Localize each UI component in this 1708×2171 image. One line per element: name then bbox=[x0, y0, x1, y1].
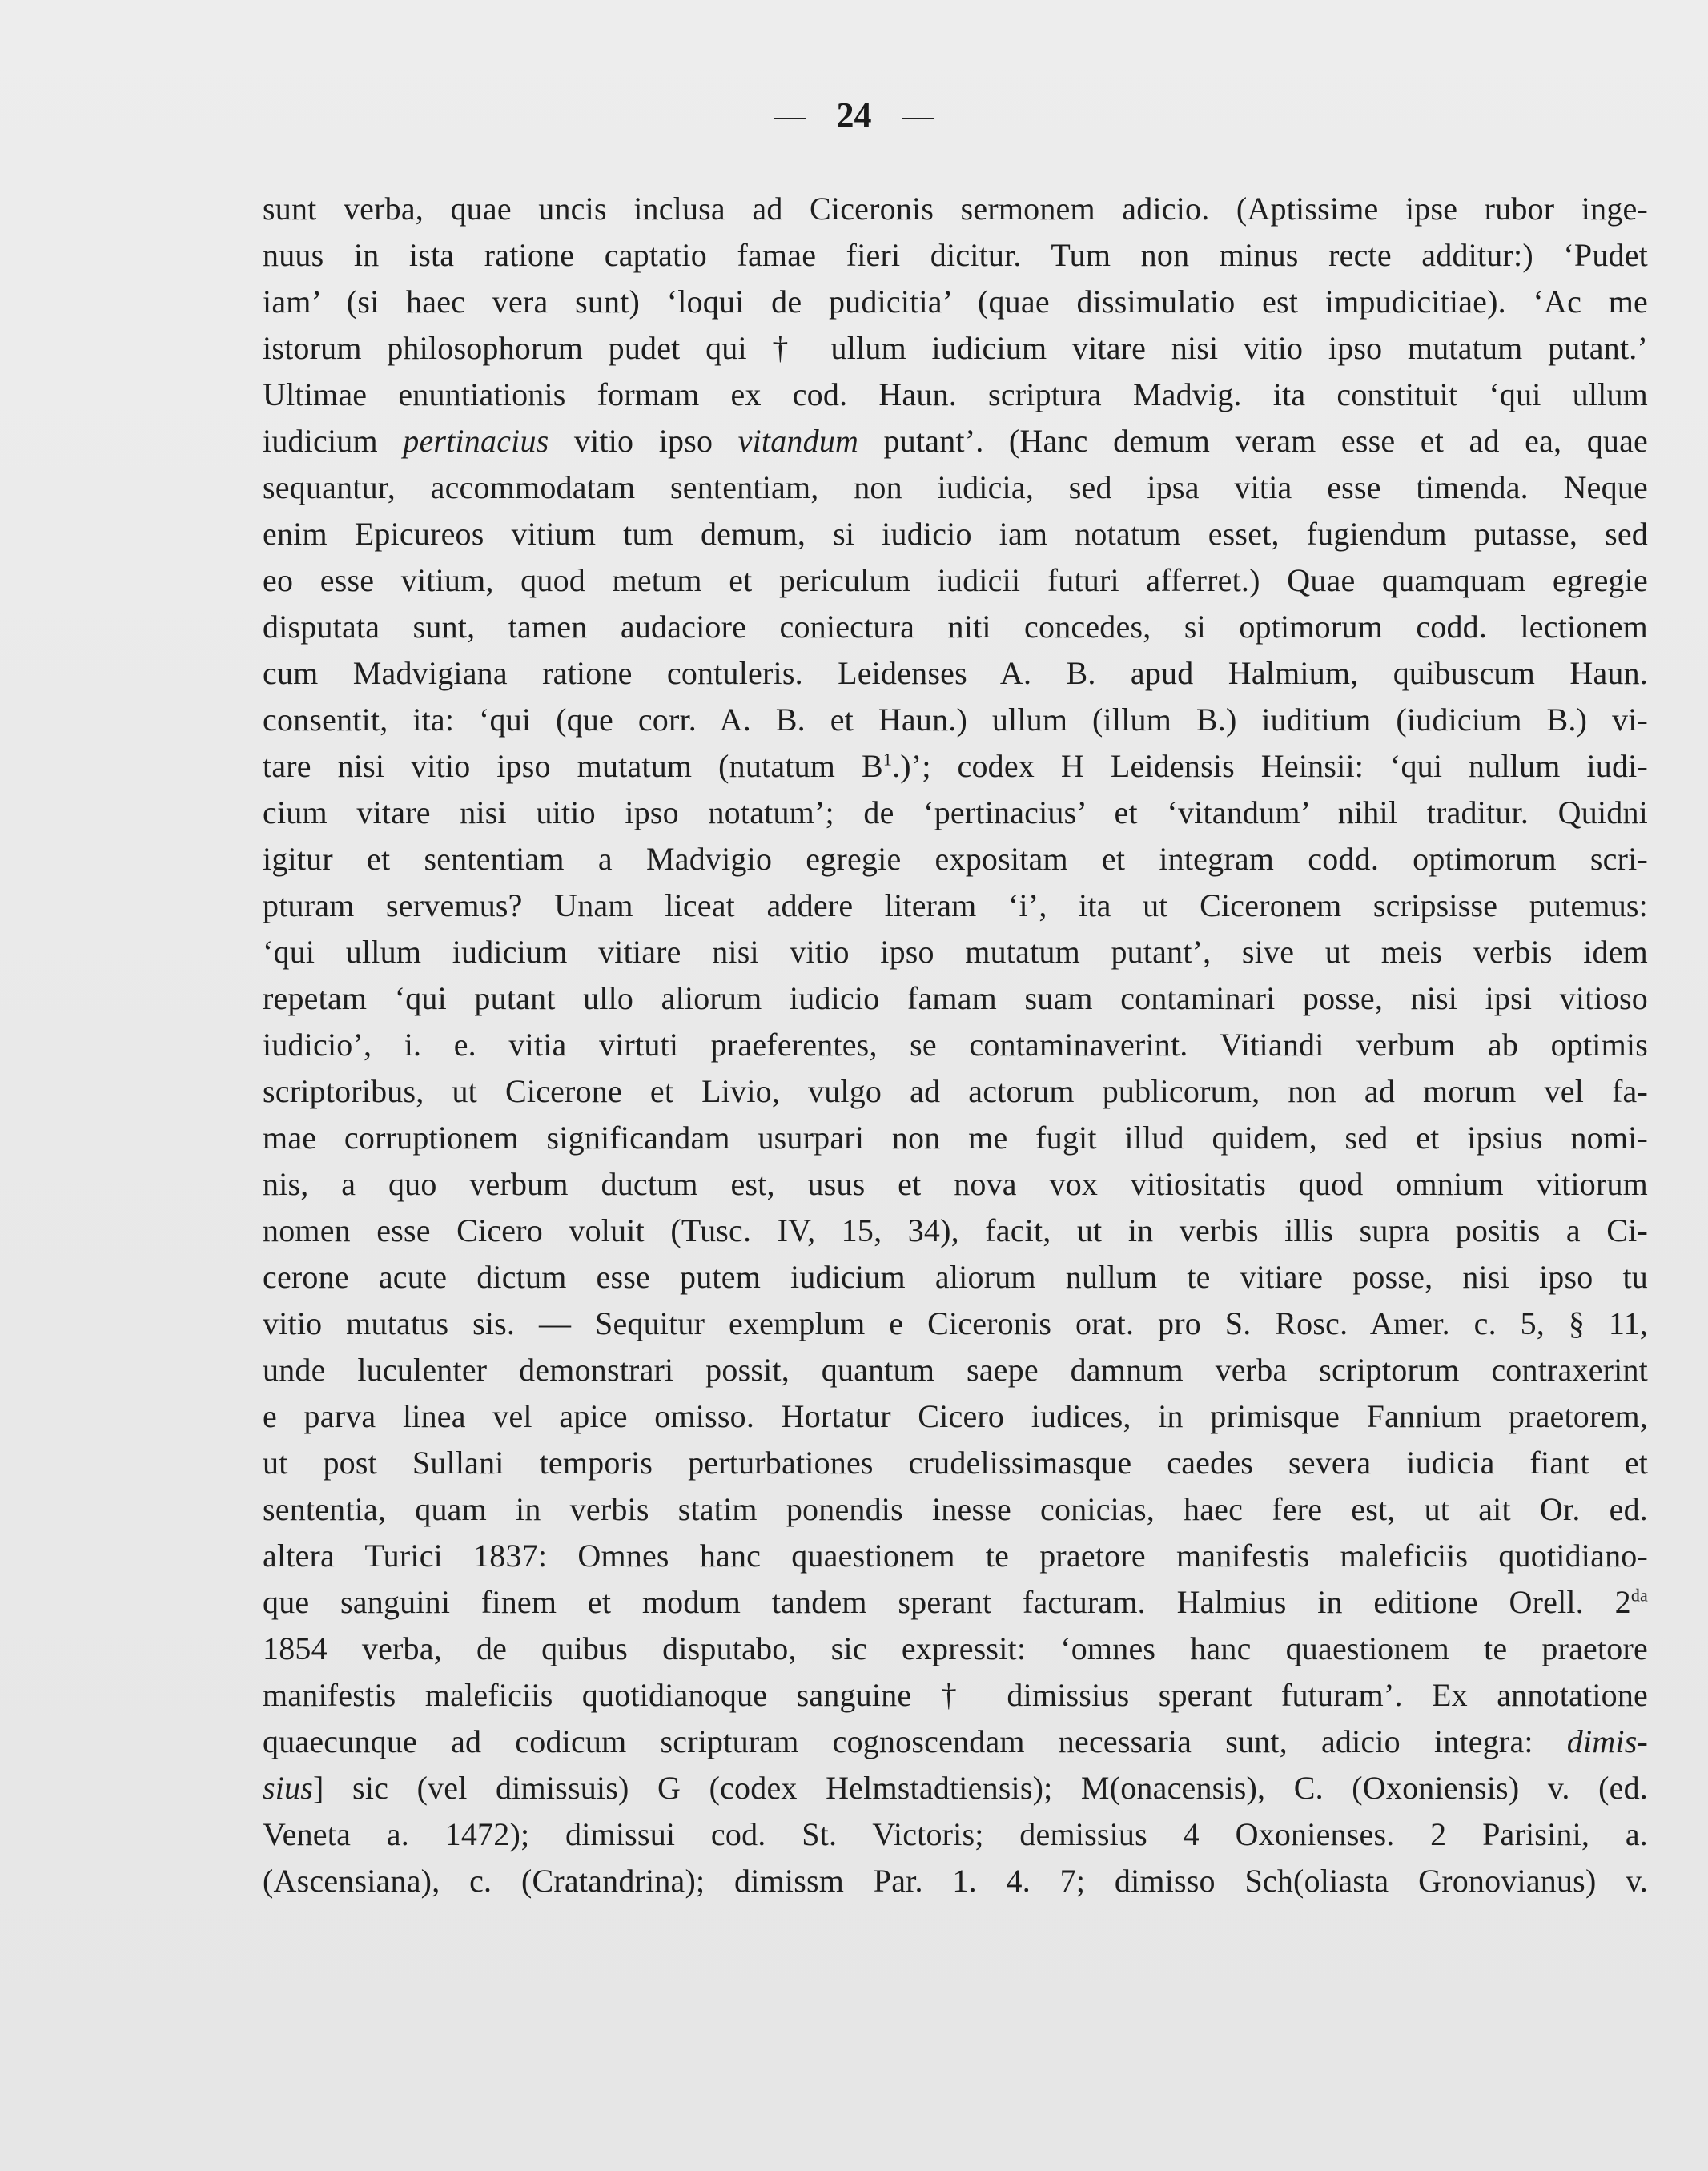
text-line: scriptoribus, ut Cicerone et Livio, vulgo ad actorum publicorum, non ad morum vel fa- bbox=[263, 1073, 1648, 1109]
text-line: iudicio’, i. e. vitia virtuti praeferentes, se contaminaverint. Vitiandi verbum ab optimis bbox=[263, 1027, 1648, 1063]
text-line: unde luculenter demonstrari possit, quantum saepe damnum verba scriptorum contraxerint bbox=[263, 1352, 1648, 1388]
text-line: cium vitare nisi uitio ipso notatum’; de ‘pertinacius’ et ‘vitandum’ nihil traditur. Quidni bbox=[263, 794, 1648, 830]
superscript: da bbox=[1630, 1585, 1648, 1606]
text-line: (Ascensiana), c. (Cratandrina); dimissm Par. 1. 4. 7; dimisso Sch(oliasta Gronovianus) v. bbox=[263, 1863, 1648, 1899]
text-line: eo esse vitium, quod metum et periculum iudicii futuri afferret.) Quae quamquam egregie bbox=[263, 562, 1648, 598]
text-line: iam’ (si haec vera sunt) ‘loqui de pudicitia’ (quae dissimulatio est impudicitiae). ‘Ac me bbox=[263, 283, 1648, 320]
text-line: que sanguini finem et modum tandem sperant facturam. Halmius in editione Orell. $2^{da}$ bbox=[263, 1584, 1648, 1620]
text-line: ‘qui ullum iudicium vitiare nisi vitio ipso mutatum putant’, sive ut meis verbis idem bbox=[263, 934, 1648, 970]
text-line: nomen esse Cicero voluit (Tusc. IV, 15, 34), facit, ut in verbis illis supra positis a Ci- bbox=[263, 1212, 1648, 1248]
text-line: pturam servemus? Unam liceat addere literam ‘i’, ita ut Ciceronem scripsisse putemus: bbox=[263, 887, 1648, 923]
text-line: repetam ‘qui putant ullo aliorum iudicio famam suam contaminari posse, nisi ipsi vitioso bbox=[263, 980, 1648, 1016]
text-line: vitio mutatus sis. — Sequitur exemplum e Ciceronis orat. pro S. Rosc. Amer. c. 5, § 11, bbox=[263, 1305, 1648, 1341]
text-line: sunt verba, quae uncis inclusa ad Ciceronis sermonem adicio. (Aptissime ipse rubor inge- bbox=[263, 191, 1648, 227]
italic-word: pertinacius bbox=[403, 423, 549, 459]
text-line: sius] sic (vel dimissuis) G (codex Helmstadtiensis); M(onacensis), C. (Oxoniensis) v. (ed. bbox=[263, 1770, 1648, 1806]
text-line: e parva linea vel apice omisso. Hortatur Cicero iudices, in primisque Fannium praetorem, bbox=[263, 1398, 1648, 1434]
text-line: disputata sunt, tamen audaciore coniectura niti concedes, si optimorum codd. lectionem bbox=[263, 609, 1648, 645]
text-line: igitur et sententiam a Madvigio egregie expositam et integram codd. optimorum scri- bbox=[263, 841, 1648, 877]
text-line: ut post Sullani temporis perturbationes crudelissimasque caedes severa iudicia fiant et bbox=[263, 1445, 1648, 1481]
text-line: cum Madvigiana ratione contuleris. Leidenses A. B. apud Halmium, quibuscum Haun. bbox=[263, 655, 1648, 691]
italic-word: vitandum bbox=[737, 423, 859, 459]
text-line: altera Turici 1837: Omnes hanc quaestionem te praetore manifestis maleficiis quotidiano- bbox=[263, 1538, 1648, 1574]
text-line: Ultimae enuntiationis formam ex cod. Haun. scriptura Madvig. ita constituit ‘qui ullum bbox=[263, 376, 1648, 412]
italic-word: dimis- bbox=[1566, 1723, 1648, 1759]
text-line: enim Epicureos vitium tum demum, si iudicio iam notatum esset, fugiendum putasse, sed bbox=[263, 516, 1648, 552]
page-number: 24 bbox=[836, 95, 872, 135]
text-line: quaecunque ad codicum scripturam cognoscendam necessaria sunt, adicio integra: dimis- bbox=[263, 1723, 1648, 1759]
text-line: tare nisi vitio ipso mutatum (nutatum $B^1$.)’; codex H Leidensis Heinsii: ‘qui nullum iudi- bbox=[263, 748, 1648, 784]
superscript: 1 bbox=[882, 749, 893, 770]
text-line: consentit, ita: ‘qui (que corr. A. B. et Haun.) ullum (illum B.) iuditium (iudicium B.) vi- bbox=[263, 702, 1648, 738]
italic-word: sius bbox=[263, 1770, 314, 1806]
text-line: cerone acute dictum esse putem iudicium aliorum nullum te vitiare posse, nisi ipso tu bbox=[263, 1259, 1648, 1295]
header-dash-left bbox=[774, 118, 806, 119]
text-line: Veneta a. 1472); dimissui cod. St. Victoris; demissius 4 Oxonienses. 2 Parisini, a. bbox=[263, 1816, 1648, 1852]
text-line: istorum philosophorum pudet qui † ullum iudicium vitare nisi vitio ipso mutatum putant.’ bbox=[263, 330, 1648, 366]
body-text bbox=[263, 186, 1648, 1904]
text-line: iudicium pertinacius vitio ipso vitandum putant’. (Hanc demum veram esse et ad ea, quae bbox=[263, 423, 1648, 459]
page-header bbox=[0, 95, 1708, 135]
text-line: mae corruptionem significandam usurpari non me fugit illud quidem, sed et ipsius nomi- bbox=[263, 1120, 1648, 1156]
text-line: 1854 verba, de quibus disputabo, sic expressit: ‘omnes hanc quaestionem te praetore bbox=[263, 1630, 1648, 1666]
text-line: sententia, quam in verbis statim ponendis inesse conicias, haec fere est, ut ait Or. ed. bbox=[263, 1491, 1648, 1527]
header-dash-right bbox=[902, 118, 934, 119]
text-line: nis, a quo verbum ductum est, usus et nova vox vitiositatis quod omnium vitiorum bbox=[263, 1166, 1648, 1202]
text-line: manifestis maleficiis quotidianoque sanguine † dimissius sperant futuram’. Ex annotatione bbox=[263, 1677, 1648, 1713]
text-line: sequantur, accommodatam sententiam, non iudicia, sed ipsa vitia esse timenda. Neque bbox=[263, 469, 1648, 505]
text-line: nuus in ista ratione captatio famae fieri dicitur. Tum non minus recte additur:) ‘Pudet bbox=[263, 237, 1648, 273]
